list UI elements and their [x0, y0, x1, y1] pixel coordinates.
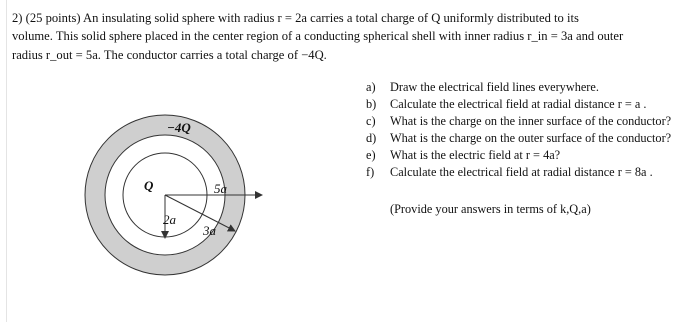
part-label: c): [366, 114, 376, 129]
part-label: b): [366, 97, 377, 112]
part-text: What is the charge on the outer surface of the conductor?: [390, 131, 672, 146]
question-part-d: [366, 130, 700, 147]
answer-instruction: (Provide your answers in terms of k,Q,a): [390, 202, 591, 216]
label-2a: 2a: [163, 212, 176, 227]
part-text: Calculate the electrical field at radial distance r = 8a .: [390, 165, 653, 180]
problem-text-line-2: volume. This solid sphere placed in the center region of a conducting spherical shell with inner radius r_in = 3a and outer: [12, 29, 624, 44]
conductor-charge-label: −4Q: [167, 120, 191, 135]
figure-svg: [92, 106, 272, 306]
part-text: Draw the electrical field lines everywhere.: [390, 80, 599, 94]
part-text: Calculate the electrical field at radial distance r = a .: [390, 97, 647, 112]
problem-statement: [12, 9, 692, 64]
problem-text-line-3: radius r_out = 5a. The conductor carries a total charge of −4Q.: [12, 47, 327, 62]
question-part-e: [366, 147, 700, 164]
part-label: e): [366, 148, 376, 163]
question-parts-list: [366, 79, 700, 182]
sphere-shell-figure: [92, 106, 272, 306]
part-text: What is the electric field at r = 4a?: [390, 148, 561, 163]
label-5a: 5a: [214, 181, 227, 196]
left-border-line: [6, 0, 7, 322]
question-part-c: [366, 113, 700, 130]
part-label: f): [366, 165, 375, 180]
question-part-a: [366, 79, 700, 96]
problem-text-line-1: (25 points) An insulating solid sphere with radius r = 2a carries a total charge of Q uniformly distributed to its: [25, 11, 579, 25]
part-text: What is the charge on the inner surface of the conductor?: [390, 114, 672, 129]
problem-line-1: [12, 9, 692, 27]
part-label: d): [366, 131, 377, 146]
question-part-f: [366, 164, 700, 181]
sphere-charge-label: Q: [144, 178, 154, 193]
part-label: a): [366, 80, 376, 94]
label-3a: 3a: [203, 223, 216, 238]
problem-number: 2): [12, 11, 23, 25]
question-part-b: [366, 96, 700, 113]
